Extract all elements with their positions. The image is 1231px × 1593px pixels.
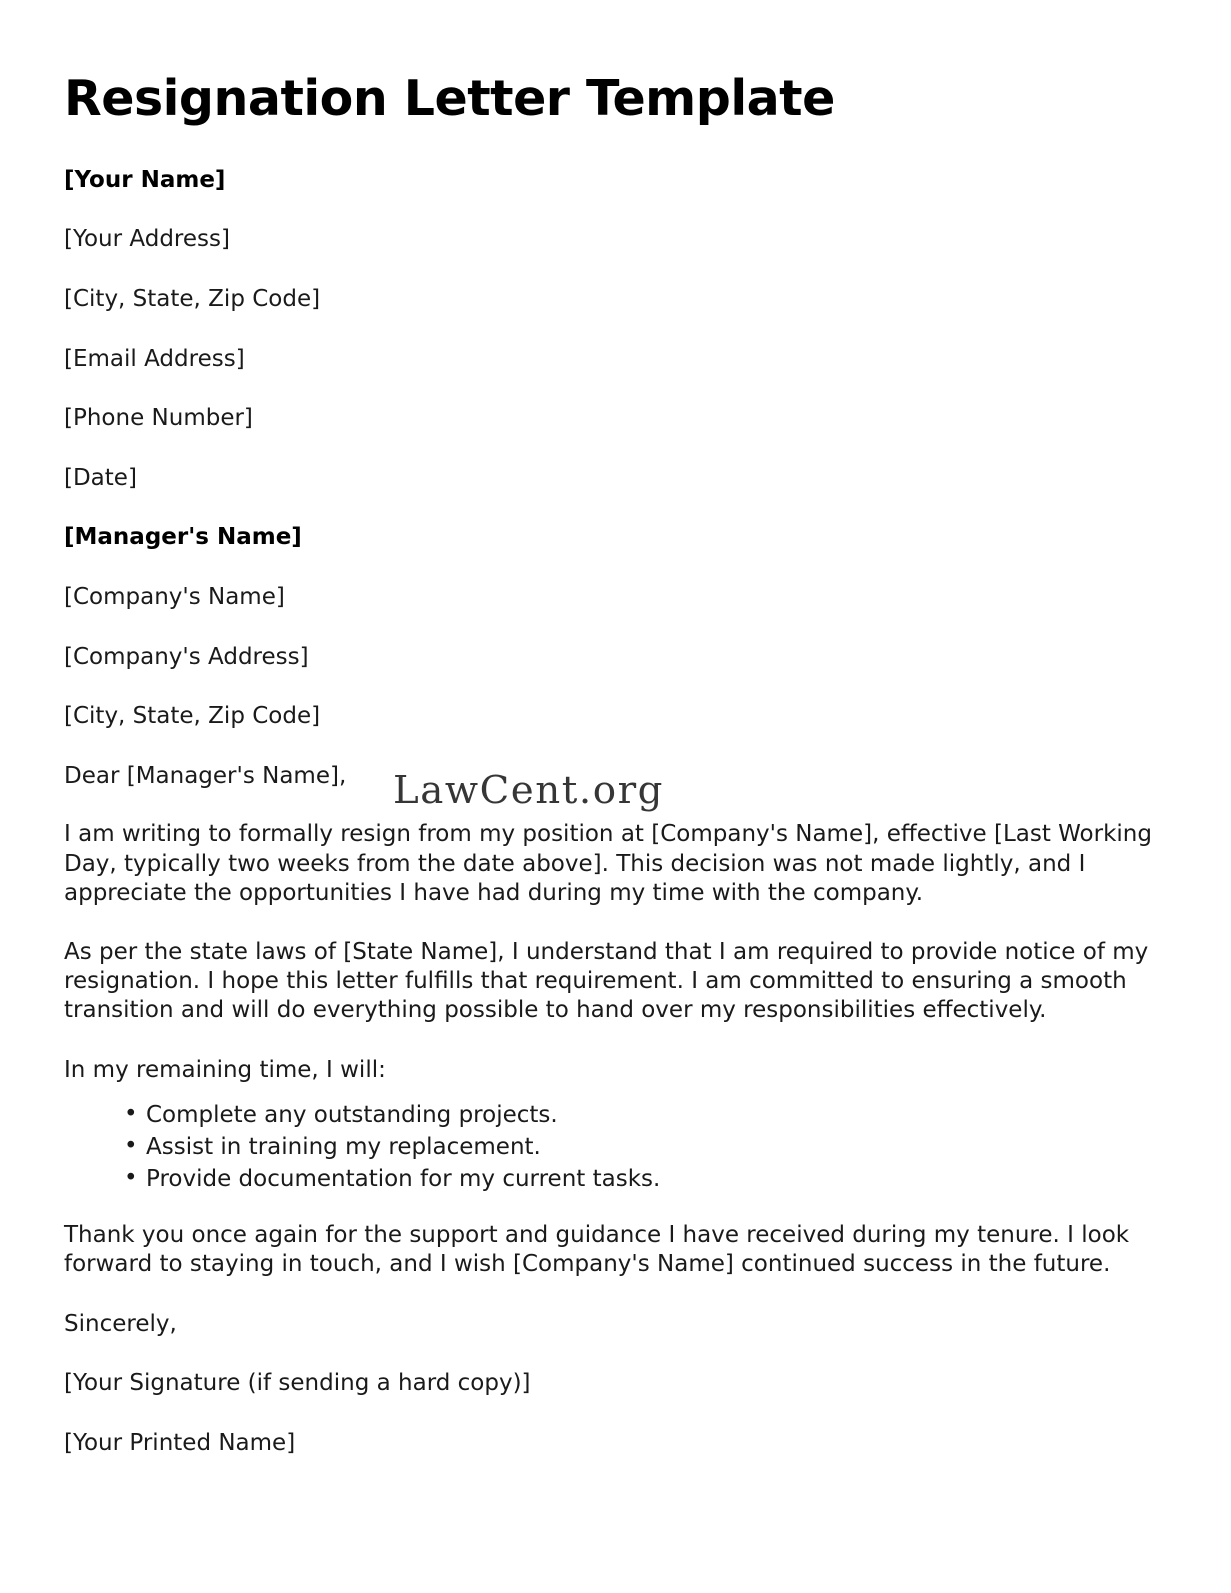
- salutation: Dear [Manager's Name],: [64, 762, 347, 789]
- recipient-manager-name-line: [Manager's Name]: [64, 524, 302, 551]
- sender-city-state-zip-line: [City, State, Zip Code]: [64, 286, 321, 313]
- page-title: Resignation Letter Template: [64, 70, 835, 127]
- printed-name-placeholder-line: [Your Printed Name]: [64, 1429, 296, 1456]
- transition-task-list: [64, 1101, 1167, 1193]
- watermark: LawCent.org: [393, 768, 664, 812]
- signature-placeholder-line: [Your Signature (if sending a hard copy)]: [64, 1370, 531, 1397]
- sender-email-line: [Email Address]: [64, 345, 245, 372]
- list-lead-in: In my remaining time, I will:: [64, 1056, 386, 1083]
- sign-off: Sincerely,: [64, 1310, 177, 1337]
- body-paragraph-1: I am writing to formally resign from my position at [Company's Name], effective [Last Working Day, typically two weeks from the date above]. This decision was not made lightly, and I appreciate the opportunities I have had during my time with the company.: [64, 821, 1152, 907]
- sender-address-line: [Your Address]: [64, 226, 230, 253]
- letter-date-line: [Date]: [64, 464, 137, 491]
- sender-phone-line: [Phone Number]: [64, 405, 253, 432]
- body-paragraph-2: As per the state laws of [State Name], I understand that I am required to provide notice of my resignation. I hope this letter fulfills that requirement. I am committed to ensuring a smooth transition and will do everything possible to hand over my responsibilities effectively.: [64, 938, 1149, 1024]
- recipient-address-block: [64, 522, 1167, 731]
- list-item: • Provide documentation for my current tasks.: [124, 1165, 1167, 1194]
- list-item: • Complete any outstanding projects.: [124, 1101, 1167, 1130]
- sender-name-line: [Your Name]: [64, 166, 226, 193]
- list-item: • Assist in training my replacement.: [124, 1133, 1167, 1162]
- sender-address-block: [64, 165, 1167, 493]
- recipient-company-address-line: [Company's Address]: [64, 643, 309, 670]
- recipient-company-name-line: [Company's Name]: [64, 583, 285, 610]
- recipient-city-state-zip-line: [City, State, Zip Code]: [64, 703, 321, 730]
- body-paragraph-3: Thank you once again for the support and guidance I have received during my tenure. I look forward to staying in touch, and I wish [Company's Name] continued success in the future.: [64, 1221, 1130, 1278]
